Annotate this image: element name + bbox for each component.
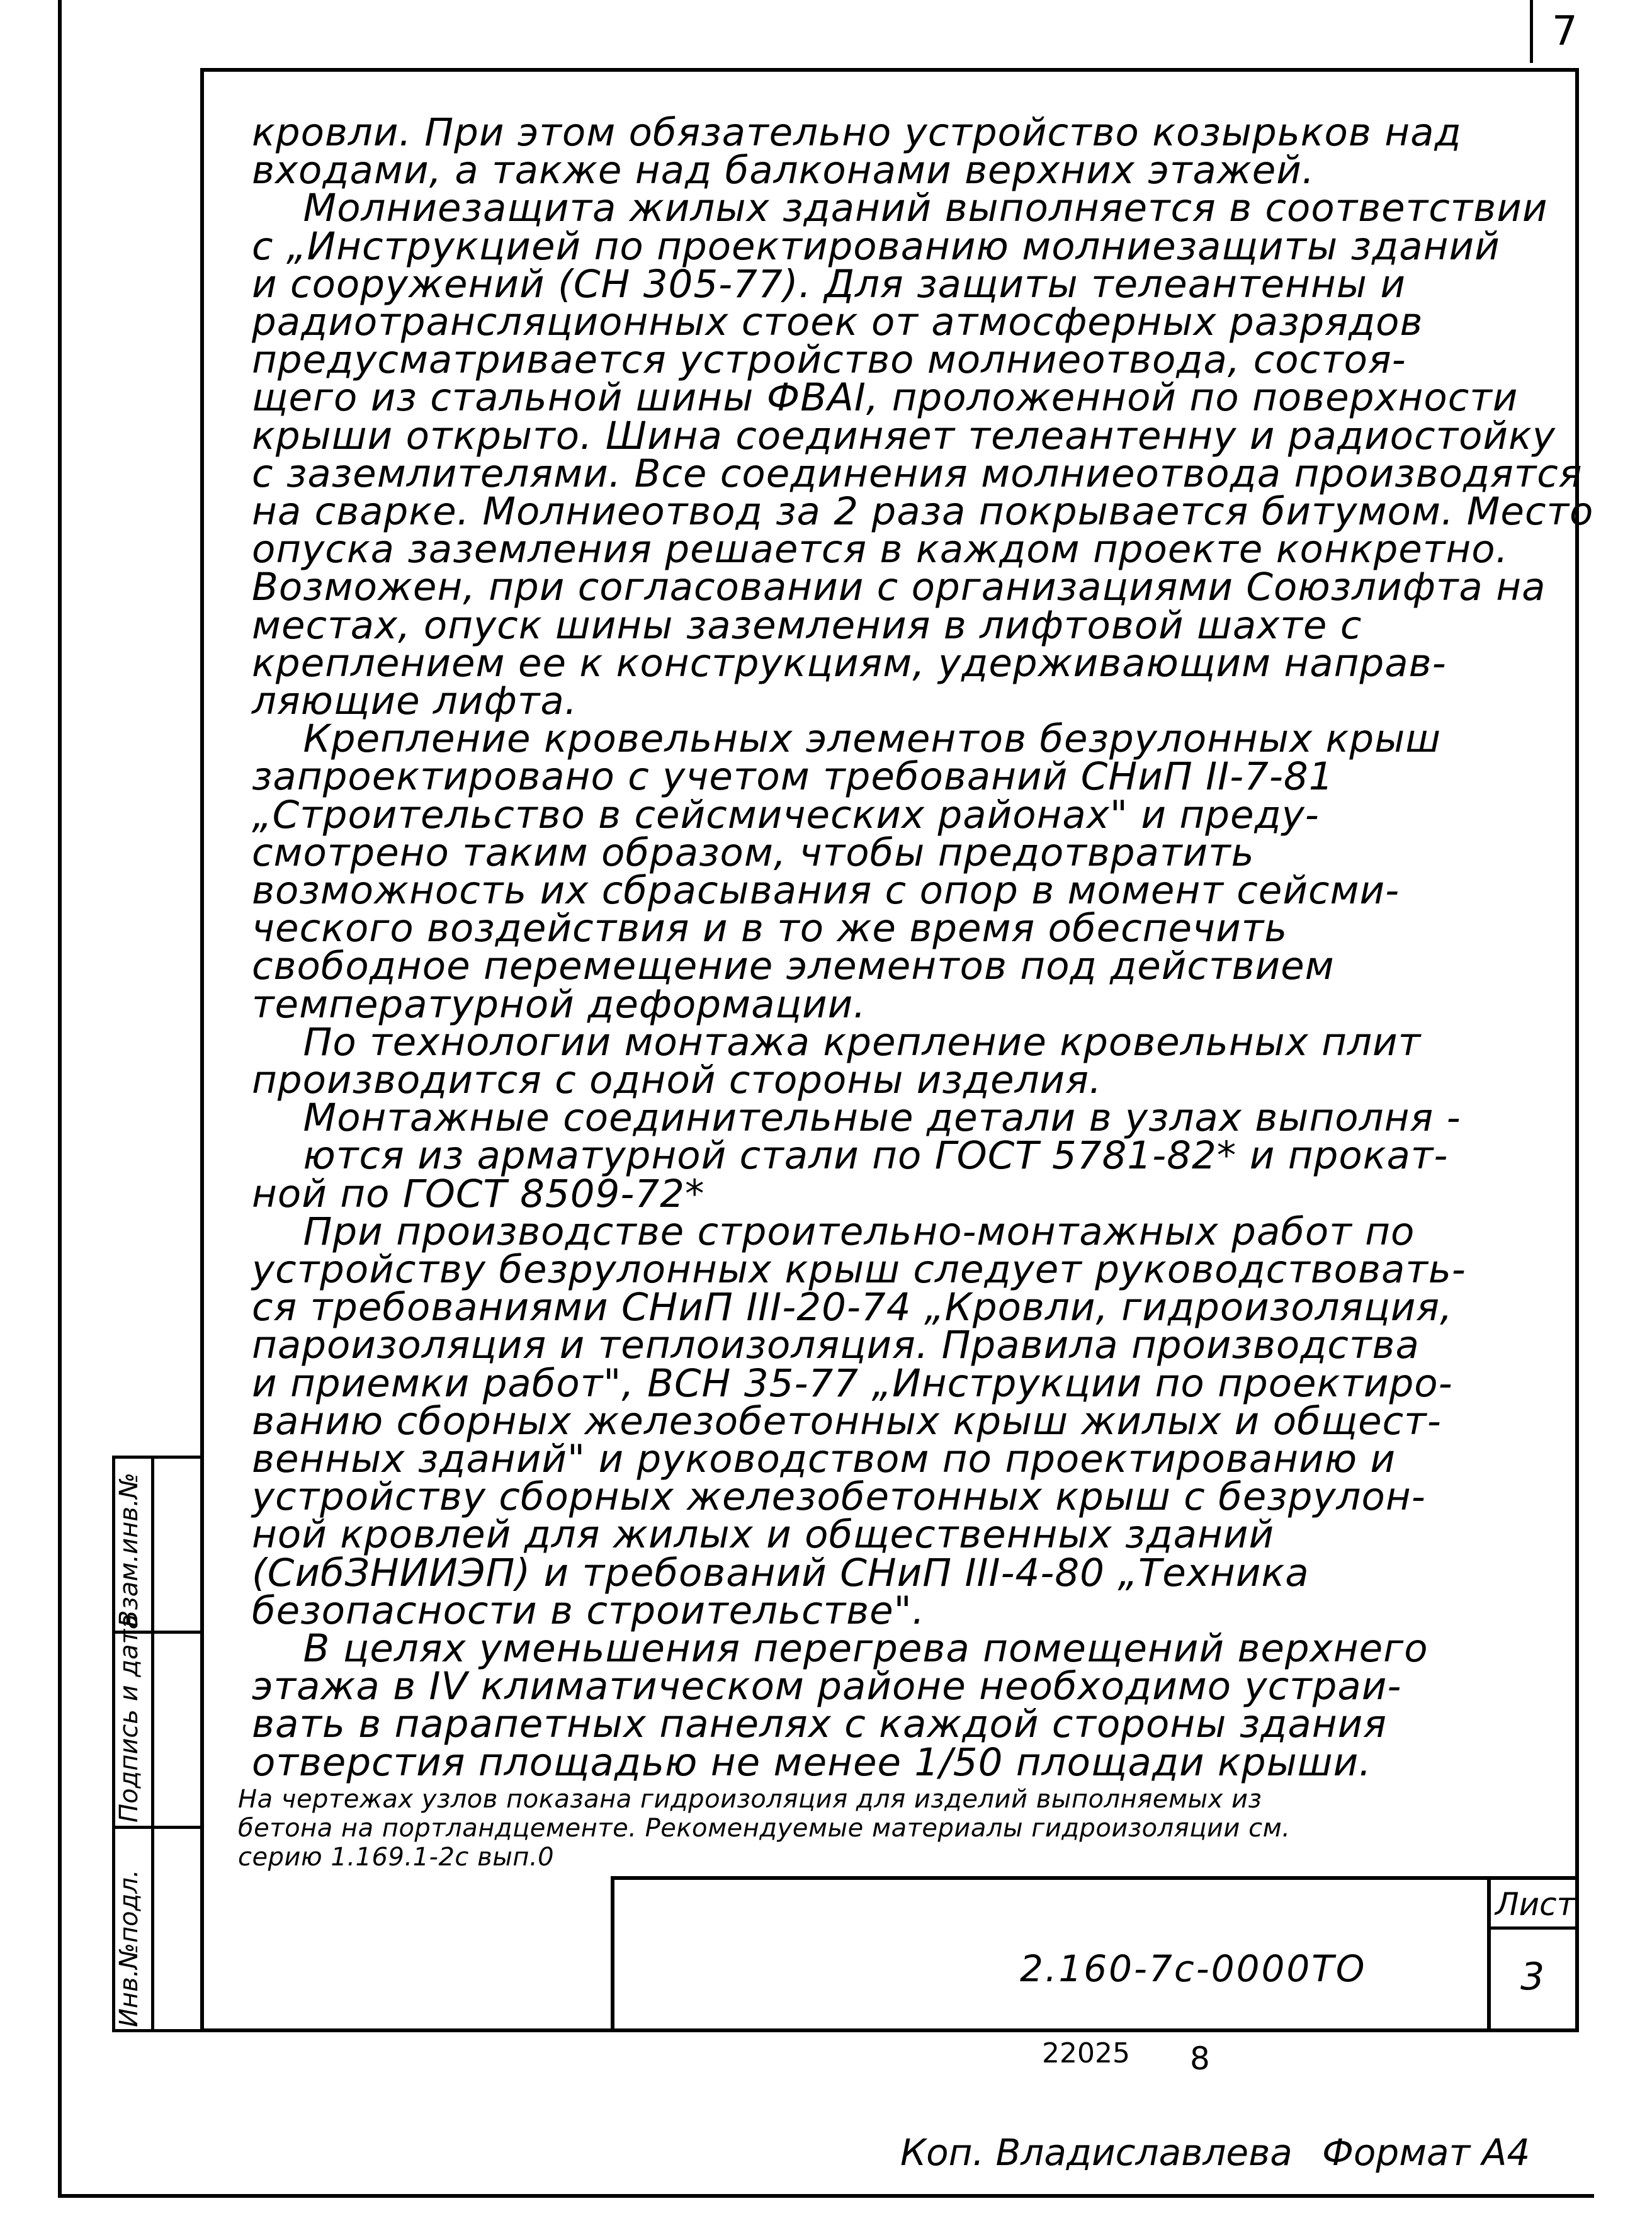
sheet-number: 3 [1520,1955,1545,1999]
body-line: возможность их сбрасывания с опор в момент сейсми- [252,868,1400,913]
body-line: ной по ГОСТ 8509-72* [252,1171,705,1216]
body-line: с заземлителями. Все соединения молниеотвода производятся [252,451,1583,496]
body-line: смотрено таким образом, чтобы предотвратить [252,830,1255,875]
body-line: устройству безрулонных крыш следует руководствовать- [252,1247,1466,1292]
body-line: Возможен, при согласовании с организациями Союзлифта на [252,565,1546,610]
outer-bottom-line [58,2194,1594,2198]
page-number-divider [1530,0,1533,63]
body-line: кровли. При этом обязательно устройство козырьков над [252,110,1462,155]
body-line: Молниезащита жилых зданий выполняется в соответствии [252,186,1548,231]
body-line: радиотрансляционных стоек от атмосферных разрядов [252,300,1423,344]
body-line: В целях уменьшения перегрева помещений верхнего [252,1626,1429,1671]
body-line: и сооружений (СН 305-77). Для защиты телеантенны и [252,261,1406,307]
body-line: отверстия площадью не менее 1/50 площади крыши. [252,1739,1372,1785]
vzam-inv-label: Взам.инв.№ [115,1472,144,1627]
body-line: местах, опуск шины заземления в лифтовой шахте с [252,602,1362,648]
stamp-sheet-divider [1487,1876,1491,2032]
body-line: венных зданий" и руководством по проектированию и [252,1437,1396,1481]
body-line: Крепление кровельных элементов безрулонных крыш [252,716,1442,762]
archive-number: 22025 [1042,2037,1130,2069]
body-line: и приемки работ", ВСН 35-77 „Инструкции по проектиро- [252,1360,1453,1406]
body-line: щего из стальной шины ФВАI, проложенной по поверхности [252,375,1519,421]
outer-left-line [58,0,62,2197]
note-line: бетона на портландцементе. Рекомендуемые материалы гидроизоляции см. [238,1814,1291,1843]
body-line: ся требованиями СНиП III-20-74 „Кровли, гидроизоляция, [252,1285,1453,1330]
doc-code: 2.160-7с-0000ТО [1020,1947,1367,1990]
side-strip-h2 [112,1826,204,1829]
sheet-label: Лист [1495,1886,1575,1923]
body-line: этажа в IV климатическом районе необходимо устраи- [252,1664,1402,1709]
podpis-data-label: Подпись и дата [115,1614,144,1823]
body-line: запроектировано с учетом требований СНиП II-7-81 [252,754,1334,800]
body-line: пароизоляция и теплоизоляция. Правила производства [252,1323,1420,1368]
body-line: „Строительство в сейсмических районах" и преду- [252,792,1320,837]
body-line: креплением ее к конструкциям, удерживающим направ- [252,640,1447,686]
body-line: крыши открыто. Шина соединяет телеантенну и радиостойку [252,413,1556,458]
body-line: ной кровлей для жилых и общественных зданий [252,1512,1275,1558]
body-line: входами, а также над балконами верхних этажей. [252,148,1315,193]
format-label: Формат А4 [1322,2131,1530,2174]
body-line: вать в парапетных панелях с каждой стороны здания [252,1702,1387,1747]
body-line: производится с одной стороны изделия. [252,1058,1102,1102]
body-line: Монтажные соединительные детали в узлах выполня - [252,1095,1461,1141]
note-line: серию 1.169.1-2с вып.0 [238,1843,555,1872]
body-line: опуска заземления решается в каждом проекте конкретно. [252,527,1508,572]
body-line: (СибЗНИИЭП) и требований СНиП III-4-80 „Техника [252,1550,1310,1595]
note-line: На чертежах узлов показана гидроизоляция для изделий выполняемых из [238,1785,1262,1814]
body-line: температурной деформации. [252,981,866,1027]
inv-podl-label: Инв.№подл. [115,1869,144,2027]
body-line: При производстве строительно-монтажных работ по [252,1209,1415,1254]
body-line: ются из арматурной стали по ГОСТ 5781-82* и прокат- [252,1133,1449,1179]
body-line: ческого воздействия и в то же время обеспечить [252,906,1288,951]
body-line: ванию сборных железобетонных крыш жилых и общест- [252,1398,1442,1444]
body-line: ляющие лифта. [252,679,578,723]
body-line: свободное перемещение элементов под действием [252,944,1335,989]
body-line: на сварке. Молниеотвод за 2 раза покрывается битумом. Место [252,489,1594,534]
body-line: устройству сборных железобетонных крыш с безрулон- [252,1474,1426,1520]
copied-by: Коп. Владиславлева [900,2131,1293,2174]
archive-suffix: 8 [1190,2040,1210,2077]
body-line: предусматривается устройство молниеотвода, состоя- [252,337,1406,383]
body-line: По технологии монтажа крепление кровельных плит [252,1019,1422,1065]
body-line: безопасности в строительстве". [252,1588,925,1633]
side-strip-mid-divider [151,1456,154,2032]
stamp-sheet-h [1487,1926,1579,1930]
body-line: с „Инструкцией по проектированию молниезащиты зданий [252,223,1500,269]
page-number: 7 [1552,8,1578,55]
